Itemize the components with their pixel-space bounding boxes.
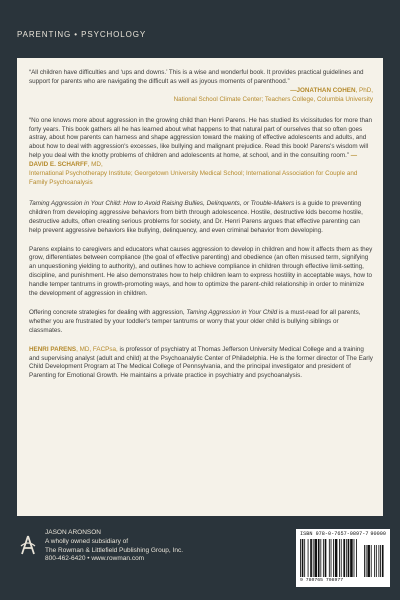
barcode-bar <box>331 539 332 577</box>
description-paragraph-1 <box>29 200 373 236</box>
publisher-logo-icon <box>18 534 38 556</box>
blurb-2-name: —DAVID E. SCHARFF <box>29 152 357 169</box>
barcode-bar <box>339 539 340 577</box>
barcode-bar <box>325 539 327 577</box>
barcode-bar <box>341 539 342 577</box>
publisher-name: JASON ARONSON <box>45 529 101 536</box>
description-paragraph-3 <box>29 309 373 336</box>
barcode-bar <box>343 539 345 577</box>
publisher-line-1: A wholly owned subsidiary of <box>45 537 129 545</box>
barcode-bar <box>313 539 314 577</box>
barcode-bar <box>304 539 305 577</box>
barcode-bar <box>378 545 379 577</box>
isbn-label: ISBN 978-0-7657-0897-7 90000 <box>300 531 386 537</box>
barcode-bar <box>346 539 347 577</box>
barcode-bar <box>367 545 370 577</box>
author-bio <box>29 346 373 382</box>
publisher-line-2: The Rowman & Littlefield Publishing Group, Inc. <box>45 546 184 554</box>
top-band <box>0 0 400 58</box>
description-p1-text: is a guide to preventing children from developing aggressive behaviors from birth through adolescence. Hostile, destructive kids become hostile, destructive adults, often creating serious problems for society, and Dr. Henri Parens argues that effective parenting can help prevent aggressive behaviors like bullying, delinquency, and even criminal behavior from developing. <box>29 199 363 234</box>
barcode-bar <box>376 545 377 577</box>
barcode-bar <box>308 539 309 577</box>
blurb-1 <box>29 69 373 105</box>
panel-content <box>29 69 373 391</box>
description-p3-start: Offering concrete strategies for dealing with aggression, <box>29 308 187 316</box>
barcode-bar <box>348 539 350 577</box>
barcode <box>296 529 390 587</box>
barcode-bar <box>364 545 365 577</box>
publisher-info <box>45 529 183 564</box>
blurb-2-text: “No one knows more about aggression in the growing child than Henri Parens. He has studied its vicissitudes for more than forty years. This book gathers all he has learned about what happens to that natural part of ourselves that so often goes astray, about how parents can harness and shape aggression toward the making of effective adolescents and adults, and about how to deal with aggression's excesses, like bullying and malignant prejudice. Read this book! Parens's wisdom will help you deal with the knotty problems of children and adolescents at home, at school, and in the consulting room.” <box>29 116 373 160</box>
barcode-bar <box>300 539 301 577</box>
blurb-2-affiliation: International Psychotherapy Institute; Georgetown University Medical School; International Association for Couple and Family Psychoanalysis <box>29 170 358 186</box>
barcode-bar <box>350 539 353 577</box>
description-p3-end: is a must-read for all parents, whether you are frustrated by your toddler's temper tantrums or worry that your older child is bullying siblings or classmates. <box>29 308 361 334</box>
bottom-band <box>0 516 400 600</box>
barcode-bars <box>300 539 386 577</box>
barcode-bar <box>374 545 375 577</box>
blurb-2-credentials: , MD, <box>87 161 103 169</box>
price-code: 90000 <box>370 531 386 537</box>
barcode-bar <box>333 539 334 577</box>
blurb-1-text: “All children have difficulties and ‘ups and downs.’ This is a wise and wonderful book. It provides practical guidelines and support for parents who are navigating the difficult as well as joyous moments of parenthood.” <box>29 69 364 85</box>
category-label: PARENTING • PSYCHOLOGY <box>17 30 147 39</box>
description-paragraph-2: Parens explains to caregivers and educators what causes aggression to develop in children and how it affects them as they grow, differentiates between compliance (the goal of effective parenting) and obedience (an often misused term, signifying an unquestioning yielding to authority), and outlines how to achieve compliance in children through effective limit-setting, discipline, and punishment. He also demonstrates how to help children learn to express hostility in acceptable ways, how to handle temper tantrums in growth-promoting ways, and how to optimize the parent-child relationship in order to minimize the development of aggression in children. <box>29 245 373 298</box>
author-credentials: , MD, FACPsa, <box>76 345 118 353</box>
barcode-bar <box>380 545 381 577</box>
barcode-bar <box>354 539 355 577</box>
barcode-bar <box>314 539 317 577</box>
barcode-bar <box>329 539 330 577</box>
barcode-digits: 9 780765 708977 <box>300 578 344 583</box>
book-title: Taming Aggression in Your Child: How to Avoid Raising Bullies, Delinquents, or Trouble-Makers <box>29 199 295 207</box>
blurb-2 <box>29 117 373 188</box>
blurb-1-credentials: , PhD, <box>355 86 373 94</box>
back-cover-panel <box>17 58 383 516</box>
barcode-bar <box>356 539 357 577</box>
barcode-bar <box>318 539 320 577</box>
barcode-bar <box>310 539 312 577</box>
barcode-bar <box>323 539 324 577</box>
publisher-line-3: 800-462-6420 • www.rowman.com <box>45 555 145 563</box>
barcode-bar <box>335 539 338 577</box>
barcode-bar <box>320 539 321 577</box>
description-p3-title: Taming Aggression in Your Child <box>186 308 278 316</box>
author-name: HENRI PARENS <box>29 345 77 353</box>
barcode-bar <box>366 545 367 577</box>
blurb-1-attribution <box>29 87 373 105</box>
author-bio-text: is professor of psychiatry at Thomas Jefferson University Medical College and a training and supervising analyst (adult and child) at the Psychoanalytic Center of Philadelphia. He is the former director of The Early Child Development Program at The Medical College of Pennsylvania, and the principal investigator and president of Parenting for Emotional Growth. He maintains a private practice in psychiatry and psychoanalysis. <box>29 345 373 380</box>
blurb-1-affiliation: National School Climate Center; Teachers College, Columbia University <box>173 95 373 103</box>
barcode-bar <box>371 545 372 577</box>
blurb-1-name: —JONATHAN COHEN <box>290 86 356 94</box>
barcode-bar <box>382 545 384 577</box>
barcode-bar <box>302 539 304 577</box>
